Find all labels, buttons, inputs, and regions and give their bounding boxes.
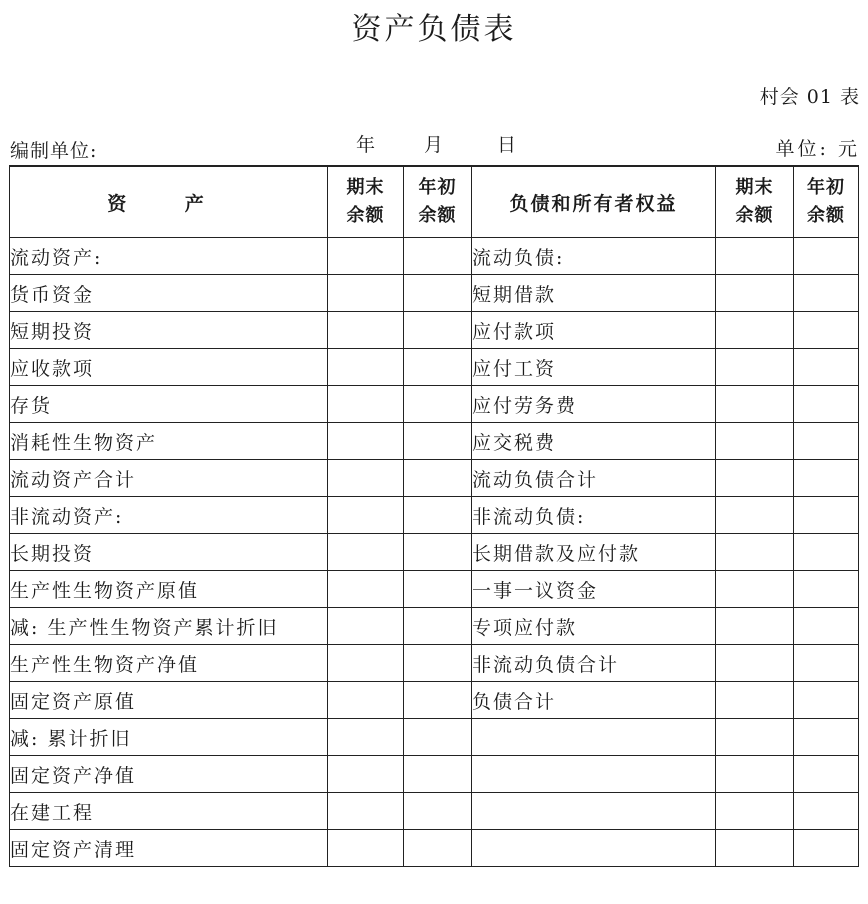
table-row [10,238,859,275]
asset-label: 消耗性生物资产 [10,423,328,460]
liability-begin-cell[interactable] [794,423,859,460]
asset-begin-cell[interactable] [404,756,472,793]
asset-label: 减: 累计折旧 [10,719,328,756]
asset-label: 存货 [10,386,328,423]
asset-label: 生产性生物资产原值 [10,571,328,608]
liability-label: 专项应付款 [472,608,716,645]
table-row [10,423,859,460]
asset-begin-cell[interactable] [404,719,472,756]
liability-begin-cell[interactable] [794,349,859,386]
form-code: 村会 01 表 [759,86,860,108]
asset-begin-cell[interactable] [404,349,472,386]
liability-label: 流动负债: [472,238,716,275]
asset-end-cell[interactable] [328,349,404,386]
asset-label: 固定资产净值 [10,756,328,793]
liability-end-cell[interactable] [716,534,794,571]
asset-begin-cell[interactable] [404,460,472,497]
asset-label: 货币资金 [10,275,328,312]
asset-label: 生产性生物资产净值 [10,645,328,682]
asset-end-cell[interactable] [328,534,404,571]
liability-begin-cell[interactable] [794,497,859,534]
liability-end-cell[interactable] [716,275,794,312]
liability-end-cell[interactable] [716,830,794,867]
date-day: 日 [497,134,517,156]
balance-sheet-table [9,165,859,867]
liability-label [472,793,716,830]
header-end-balance-right: 期末 余额 [716,166,794,238]
asset-end-cell[interactable] [328,497,404,534]
asset-end-cell[interactable] [328,682,404,719]
asset-begin-cell[interactable] [404,534,472,571]
liability-begin-cell[interactable] [794,756,859,793]
table-row [10,497,859,534]
liability-end-cell[interactable] [716,386,794,423]
asset-end-cell[interactable] [328,238,404,275]
asset-end-cell[interactable] [328,830,404,867]
liability-label: 一事一议资金 [472,571,716,608]
liability-label: 应付款项 [472,312,716,349]
asset-label: 应收款项 [10,349,328,386]
asset-label: 长期投资 [10,534,328,571]
page-title: 资产负债表 [351,12,517,47]
liability-end-cell[interactable] [716,312,794,349]
liability-begin-cell[interactable] [794,645,859,682]
liability-total-label: 负债合计 [472,682,716,719]
liability-end-cell[interactable] [716,682,794,719]
liability-end-cell[interactable] [716,793,794,830]
asset-end-cell[interactable] [328,460,404,497]
liability-end-cell[interactable] [716,460,794,497]
asset-begin-cell[interactable] [404,830,472,867]
liability-end-cell[interactable] [716,571,794,608]
liability-label: 长期借款及应付款 [472,534,716,571]
asset-label: 在建工程 [10,793,328,830]
asset-label: 固定资产原值 [10,682,328,719]
asset-end-cell[interactable] [328,719,404,756]
liability-label: 应付劳务费 [472,386,716,423]
asset-end-cell[interactable] [328,386,404,423]
asset-end-cell[interactable] [328,793,404,830]
table-row [10,312,859,349]
liability-begin-cell[interactable] [794,830,859,867]
liability-label [472,719,716,756]
table-row [10,719,859,756]
header-row [10,166,859,238]
liability-begin-cell[interactable] [794,460,859,497]
table-row [10,682,859,719]
date-month: 月 [424,134,444,156]
asset-end-cell[interactable] [328,608,404,645]
liability-begin-cell[interactable] [794,386,859,423]
liability-end-cell[interactable] [716,719,794,756]
asset-begin-cell[interactable] [404,682,472,719]
liability-end-cell[interactable] [716,349,794,386]
liability-begin-cell[interactable] [794,571,859,608]
table-row [10,608,859,645]
liability-subtotal-label: 非流动负债合计 [472,645,716,682]
asset-begin-cell[interactable] [404,608,472,645]
asset-subtotal-label: 流动资产合计 [10,460,328,497]
asset-begin-cell[interactable] [404,386,472,423]
asset-label: 非流动资产: [10,497,328,534]
liability-begin-cell[interactable] [794,312,859,349]
table-row [10,793,859,830]
table-row [10,645,859,682]
asset-begin-cell[interactable] [404,793,472,830]
liability-begin-cell[interactable] [794,793,859,830]
liability-begin-cell[interactable] [794,238,859,275]
liability-begin-cell[interactable] [794,608,859,645]
header-end-balance-left: 期末 余额 [328,166,404,238]
liability-end-cell[interactable] [716,238,794,275]
liability-begin-cell[interactable] [794,682,859,719]
liability-label [472,830,716,867]
liability-begin-cell[interactable] [794,534,859,571]
asset-end-cell[interactable] [328,312,404,349]
asset-label: 短期投资 [10,312,328,349]
header-begin-balance-left: 年初 余额 [404,166,472,238]
unit-label: 单位: 元 [775,138,860,160]
liability-subtotal-label: 流动负债合计 [472,460,716,497]
liability-label: 短期借款 [472,275,716,312]
asset-end-cell[interactable] [328,423,404,460]
asset-begin-cell[interactable] [404,423,472,460]
asset-end-cell[interactable] [328,571,404,608]
header-liabilities: 负债和所有者权益 [472,166,716,238]
asset-begin-cell[interactable] [404,275,472,312]
liability-end-cell[interactable] [716,645,794,682]
asset-begin-cell[interactable] [404,238,472,275]
header-begin-balance-right: 年初 余额 [794,166,859,238]
table-row [10,571,859,608]
date-year: 年 [356,134,376,156]
liability-label [472,756,716,793]
asset-end-cell[interactable] [328,756,404,793]
asset-end-cell[interactable] [328,275,404,312]
asset-begin-cell[interactable] [404,312,472,349]
liability-label: 应交税费 [472,423,716,460]
table-row [10,830,859,867]
asset-label: 减: 生产性生物资产累计折旧 [10,608,328,645]
org-label: 编制单位: [10,140,98,162]
liability-begin-cell[interactable] [794,719,859,756]
liability-end-cell[interactable] [716,756,794,793]
header-assets: 资 产 [10,166,328,238]
table-row [10,460,859,497]
table-row [10,756,859,793]
liability-end-cell[interactable] [716,423,794,460]
liability-end-cell[interactable] [716,497,794,534]
table-row [10,275,859,312]
table-row [10,349,859,386]
table-row [10,386,859,423]
table-row [10,534,859,571]
liability-label: 非流动负债: [472,497,716,534]
asset-begin-cell[interactable] [404,645,472,682]
asset-label: 流动资产: [10,238,328,275]
asset-label: 固定资产清理 [10,830,328,867]
liability-begin-cell[interactable] [794,275,859,312]
asset-begin-cell[interactable] [404,571,472,608]
asset-begin-cell[interactable] [404,497,472,534]
asset-end-cell[interactable] [328,645,404,682]
liability-label: 应付工资 [472,349,716,386]
liability-end-cell[interactable] [716,608,794,645]
